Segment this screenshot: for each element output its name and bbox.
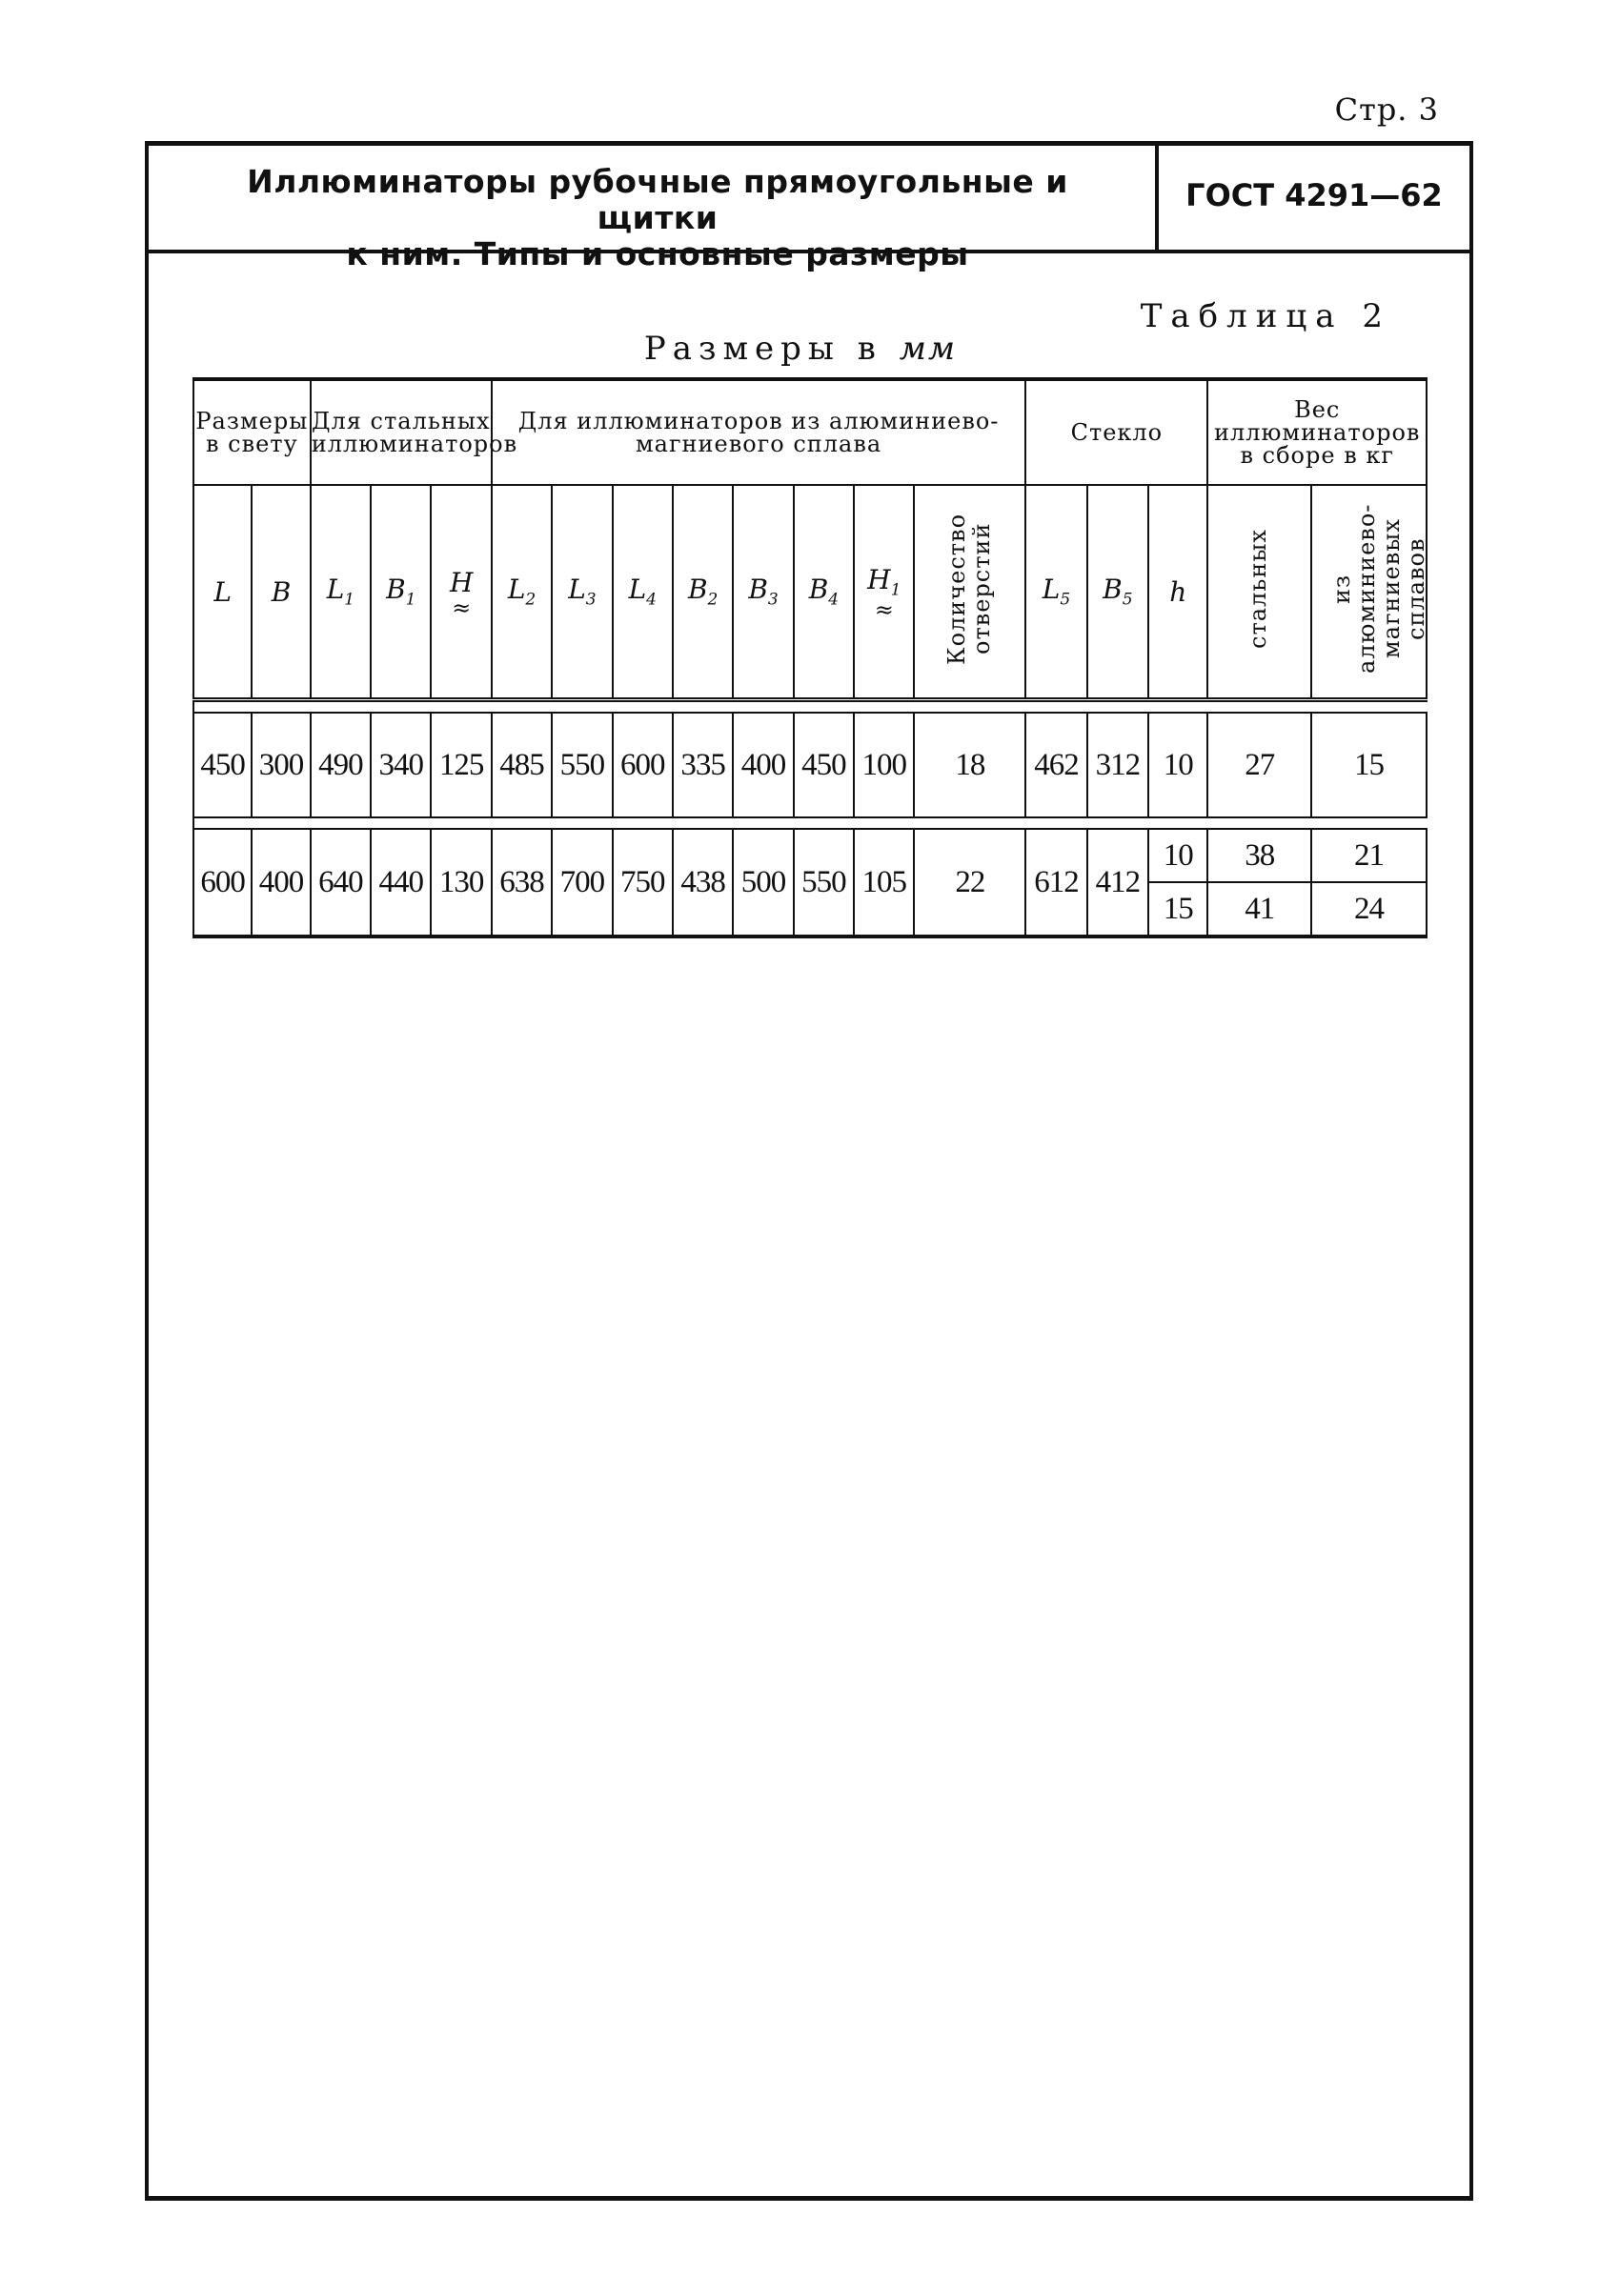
cell-B4: 550 <box>794 829 854 937</box>
col-weight-alloy: из алюминиево-магниевых сплавов <box>1311 485 1427 700</box>
dimensions-table <box>192 377 1428 938</box>
cell-B4: 450 <box>794 713 854 817</box>
cell-B2: 438 <box>673 829 733 937</box>
title-line-2: к ним. Типы и основные размеры <box>346 235 969 272</box>
group-steel: Для стальных иллюминаторов <box>311 379 492 485</box>
header-divider <box>1155 145 1159 252</box>
cell-L: 600 <box>193 829 252 937</box>
cell-L4: 750 <box>613 829 673 937</box>
col-B2: $B_2$ <box>673 485 733 700</box>
cell-weight-steel: 27 <box>1207 713 1311 817</box>
units-caption <box>534 330 1067 368</box>
cell-H1: 100 <box>854 713 914 817</box>
cell-weight-alloy: 24 <box>1311 882 1427 937</box>
cell-H: 125 <box>431 713 491 817</box>
col-weight-steel: стальных <box>1207 485 1311 700</box>
cell-L4: 600 <box>613 713 673 817</box>
group-alloy: Для иллюминаторов из алюминиево-магниевого сплава <box>492 379 1025 485</box>
cell-holes: 22 <box>914 829 1025 937</box>
col-B: B <box>252 485 310 700</box>
group-header-row <box>193 379 1427 485</box>
cell-B5: 412 <box>1087 829 1148 937</box>
units-caption-text: Размеры в <box>643 330 882 368</box>
cell-B3: 400 <box>733 713 793 817</box>
cell-B1: 440 <box>371 829 431 937</box>
col-L2: $L_2$ <box>492 485 552 700</box>
cell-B2: 335 <box>673 713 733 817</box>
cell-L1: 490 <box>311 713 371 817</box>
cell-L3: 550 <box>552 713 612 817</box>
col-L3: $L_3$ <box>552 485 612 700</box>
cell-B3: 500 <box>733 829 793 937</box>
cell-weight-alloy: 21 <box>1311 829 1427 882</box>
cell-weight-alloy: 15 <box>1311 713 1427 817</box>
cell-H1: 105 <box>854 829 914 937</box>
col-holes: Количество отверстий <box>914 485 1025 700</box>
cell-L5: 462 <box>1025 713 1086 817</box>
cell-weight-steel: 41 <box>1207 882 1311 937</box>
cell-weight-steel: 38 <box>1207 829 1311 882</box>
table-row-2 <box>193 829 1427 882</box>
col-L4: $L_4$ <box>613 485 673 700</box>
gost-code: ГОСТ 4291—62 <box>1185 177 1443 213</box>
header-separator <box>193 700 1427 714</box>
cell-L3: 700 <box>552 829 612 937</box>
cell-B: 300 <box>252 713 310 817</box>
col-h: h <box>1148 485 1207 700</box>
table-label: Таблица 2 <box>1140 297 1391 335</box>
cell-H: 130 <box>431 829 491 937</box>
cell-L5: 612 <box>1025 829 1086 937</box>
cell-L: 450 <box>193 713 252 817</box>
cell-holes: 18 <box>914 713 1025 817</box>
cell-h: 10 <box>1148 713 1207 817</box>
group-weight: Вес иллюминаторов в сборе в кг <box>1207 379 1427 485</box>
col-B5: $B_5$ <box>1087 485 1148 700</box>
col-H1: $H_1$ ≈ <box>854 485 914 700</box>
cell-B: 400 <box>252 829 310 937</box>
cell-L1: 640 <box>311 829 371 937</box>
cell-B5: 312 <box>1087 713 1148 817</box>
col-H: H ≈ <box>431 485 491 700</box>
document-title <box>181 164 1134 272</box>
table-row-1 <box>193 713 1427 817</box>
row-separator <box>193 817 1427 829</box>
cell-L2: 485 <box>492 713 552 817</box>
cell-h: 10 <box>1148 829 1207 882</box>
group-glass: Стекло <box>1025 379 1207 485</box>
column-header-row <box>193 485 1427 700</box>
col-L5: $L_5$ <box>1025 485 1086 700</box>
col-L1: $L_1$ <box>311 485 371 700</box>
col-B4: $B_4$ <box>794 485 854 700</box>
col-B3: $B_3$ <box>733 485 793 700</box>
cell-L2: 638 <box>492 829 552 937</box>
cell-B1: 340 <box>371 713 431 817</box>
units-caption-unit: мм <box>899 330 958 368</box>
col-L: L <box>193 485 252 700</box>
cell-h: 15 <box>1148 882 1207 937</box>
col-B1: $B_1$ <box>371 485 431 700</box>
page-number: Стр. 3 <box>1334 91 1439 128</box>
group-opening: Размеры в свету <box>193 379 311 485</box>
title-line-1: Иллюминаторы рубочные прямоугольные и щитки <box>247 163 1068 236</box>
